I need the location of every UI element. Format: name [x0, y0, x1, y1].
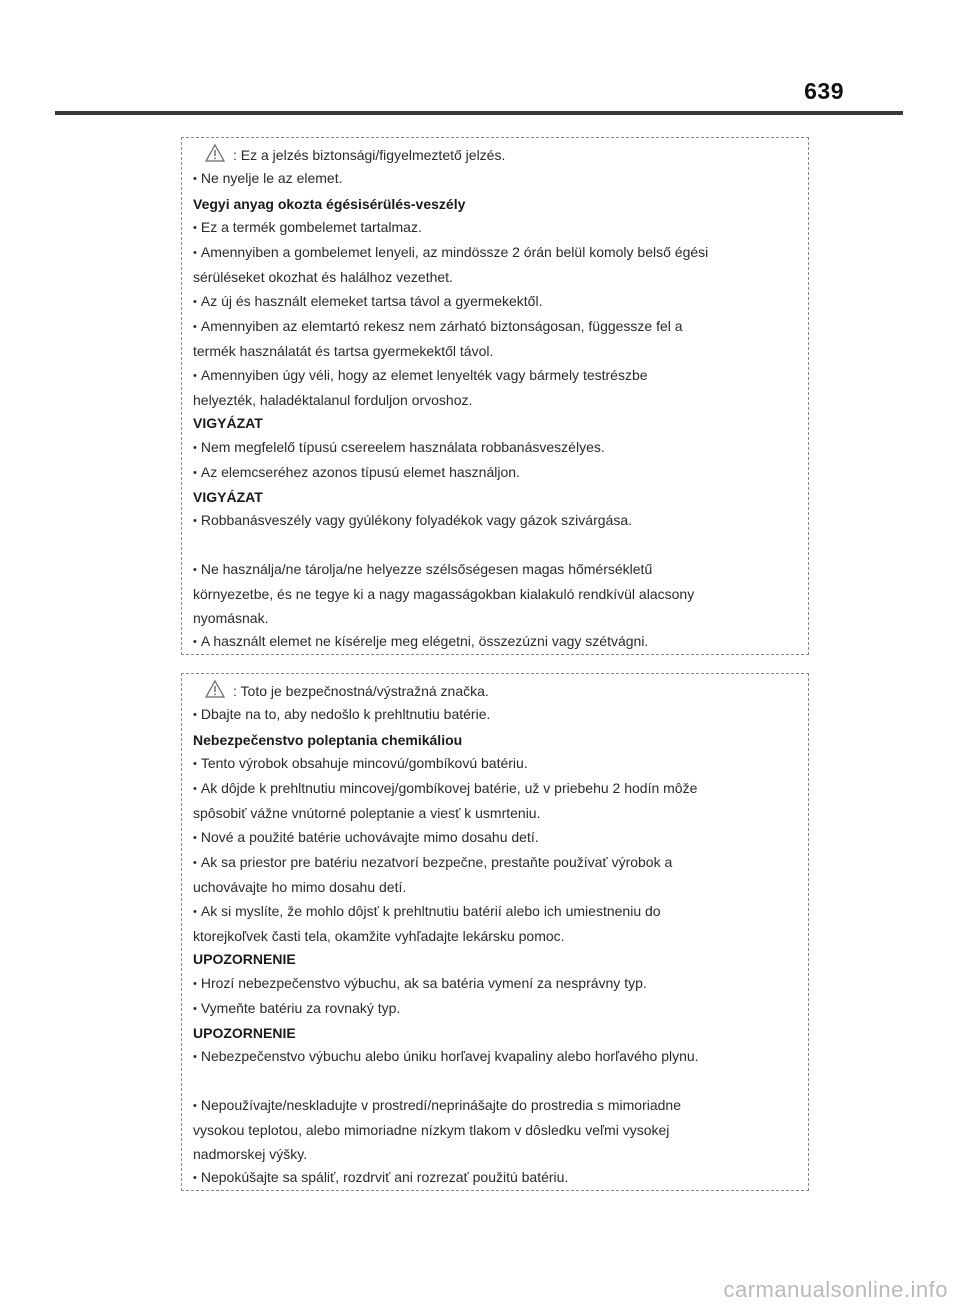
page-number: 639: [804, 78, 844, 104]
bullet-line: • Az elemcseréhez azonos típusú elemet használjon.: [193, 461, 796, 486]
continuation-line: helyezték, haladéktalanul forduljon orvoshoz.: [193, 391, 473, 408]
warning-triangle-icon: [205, 680, 225, 698]
bullet-line: • Tento výrobok obsahuje mincovú/gombíkovú batériu.: [193, 752, 796, 777]
section-heading: Vegyi anyag okozta égésisérülés-veszély: [193, 195, 466, 212]
continuation-line: termék használatát és tartsa gyermekektől távol.: [193, 343, 494, 360]
section-heading: VIGYÁZAT: [193, 415, 263, 432]
continuation-line: nyomásnak.: [193, 609, 269, 626]
section-heading: UPOZORNENIE: [193, 951, 296, 968]
continuation-line: környezetbe, és ne tegye ki a nagy magasságokban kialakuló rendkívül alacsony: [193, 586, 695, 603]
continuation-line: ktorejkoľvek časti tela, okamžite vyhľadajte lekársku pomoc.: [193, 927, 565, 944]
warning-intro-text: : Ez a jelzés biztonsági/figyelmeztető jelzés.: [233, 147, 506, 163]
bullet-line: • A használt elemet ne kísérelje meg elégetni, összezúzni vagy szétvágni.: [193, 630, 796, 655]
bullet-line: • Ak sa priestor pre batériu nezatvorí bezpečne, prestaňte používať výrobok a: [193, 851, 796, 876]
bullet-line: • Amennyiben az elemtartó rekesz nem zárható biztonságosan, függessze fel a: [193, 315, 796, 340]
bullet-line: • Nepoužívajte/neskladujte v prostredí/neprinášajte do prostredia s mimoriadne: [193, 1094, 796, 1119]
warning-box-slovak: [181, 673, 809, 1191]
continuation-line: vysokou teplotou, alebo mimoriadne nízkym tlakom v dôsledku veľmi vysokej: [193, 1122, 670, 1139]
bullet-line: • Az új és használt elemeket tartsa távol a gyermekektől.: [193, 290, 796, 315]
bullet-line: • Hrozí nebezpečenstvo výbuchu, ak sa batéria vymení za nesprávny typ.: [193, 972, 796, 997]
continuation-line: sérüléseket okozhat és halálhoz vezethet.: [193, 269, 453, 286]
bullet-line: • Amennyiben úgy véli, hogy az elemet lenyelték vagy bármely testrészbe: [193, 364, 796, 389]
watermark-text: carmanualsonline.info: [723, 1277, 948, 1302]
bullet-line: • Ne nyelje le az elemet.: [193, 167, 796, 192]
bullet-line: • Ez a termék gombelemet tartalmaz.: [193, 216, 796, 241]
section-heading: VIGYÁZAT: [193, 489, 263, 506]
continuation-line: spôsobiť vážne vnútorné poleptanie a viesť k usmrteniu.: [193, 805, 541, 822]
blank-line: [193, 535, 796, 558]
section-heading: UPOZORNENIE: [193, 1025, 296, 1042]
bullet-line: • Dbajte na to, aby nedošlo k prehltnutiu batérie.: [193, 703, 796, 728]
continuation-line: uchovávajte ho mimo dosahu detí.: [193, 879, 407, 896]
bullet-line: • Nepokúšajte sa spáliť, rozdrviť ani rozrezať použitú batériu.: [193, 1166, 796, 1191]
bullet-line: • Nebezpečenstvo výbuchu alebo úniku horľavej kvapaliny alebo horľavého plynu.: [193, 1045, 796, 1070]
warning-intro: [193, 144, 796, 167]
continuation-line: nadmorskej výšky.: [193, 1145, 308, 1162]
warning-triangle-icon: [205, 144, 225, 162]
bullet-line: • Robbanásveszély vagy gyúlékony folyadékok vagy gázok szivárgása.: [193, 509, 796, 534]
bullet-line: • Ak dôjde k prehltnutiu mincovej/gombíkovej batérie, už v priebehu 2 hodín môže: [193, 777, 796, 802]
bullet-line: • Ak si myslíte, že mohlo dôjsť k prehltnutiu batérií alebo ich umiestneniu do: [193, 900, 796, 925]
bullet-line: • Vymeňte batériu za rovnaký typ.: [193, 997, 796, 1022]
bullet-line: • Nové a použité batérie uchovávajte mimo dosahu detí.: [193, 826, 796, 851]
bullet-line: • Amennyiben a gombelemet lenyeli, az mindössze 2 órán belül komoly belső égési: [193, 241, 796, 266]
warning-intro: [193, 680, 796, 703]
bullet-line: • Ne használja/ne tárolja/ne helyezze szélsőségesen magas hőmérsékletű: [193, 558, 796, 583]
warning-box-hungarian: [181, 137, 809, 655]
blank-line: [193, 1071, 796, 1094]
section-heading: Nebezpečenstvo poleptania chemikáliou: [193, 731, 463, 748]
bullet-line: • Nem megfelelő típusú csereelem használata robbanásveszélyes.: [193, 436, 796, 461]
header-rule: [55, 111, 903, 115]
warning-intro-text: : Toto je bezpečnostná/výstražná značka.: [233, 683, 489, 699]
